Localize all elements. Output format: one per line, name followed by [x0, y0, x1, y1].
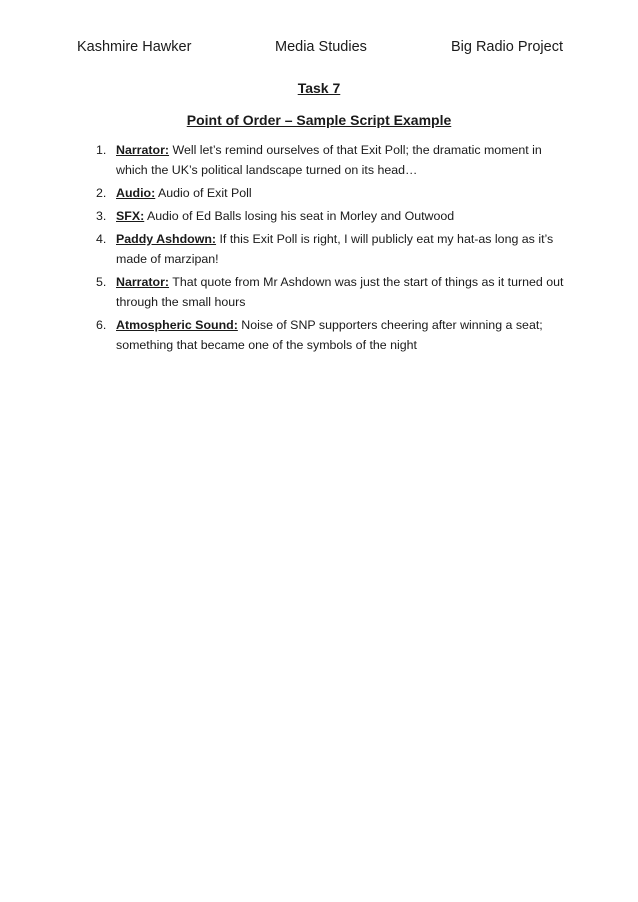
item-number: 6. [96, 318, 107, 332]
script-item [96, 140, 566, 180]
item-speaker: Audio: [116, 186, 156, 200]
item-speaker: Atmospheric Sound: [116, 318, 238, 332]
item-speaker: Narrator: [116, 275, 170, 289]
item-number: 4. [96, 232, 107, 246]
script-item [96, 183, 566, 203]
item-number: 2. [96, 186, 107, 200]
item-text: Well let’s remind ourselves of that Exit Poll; the dramatic moment in which the UK’s political landscape turned on its head… [116, 143, 542, 177]
script-title: Point of Order – Sample Script Example [186, 112, 452, 128]
item-text: Audio of Ed Balls losing his seat in Morley and Outwood [144, 209, 455, 223]
item-text: Audio of Exit Poll [155, 186, 252, 200]
item-speaker: Paddy Ashdown: [116, 232, 217, 246]
item-speaker: SFX: [116, 209, 145, 223]
item-number: 5. [96, 275, 107, 289]
script-item [96, 272, 566, 312]
header-subject: Media Studies [275, 39, 367, 55]
task-title: Task 7 [297, 80, 341, 96]
page-header [77, 37, 563, 57]
item-text: If this Exit Poll is right, I will publicly eat my hat-as long as it’s made of marzipan! [116, 232, 554, 266]
script-item [96, 315, 566, 355]
script-item [96, 229, 566, 269]
item-speaker: Narrator: [116, 143, 170, 157]
item-text: That quote from Mr Ashdown was just the start of things as it turned out through the small hours [116, 275, 564, 309]
script-list [96, 140, 566, 358]
item-text: Noise of SNP supporters cheering after winning a seat; something that became one of the symbols of the night [116, 318, 543, 352]
item-number: 3. [96, 209, 107, 223]
item-number: 1. [96, 143, 107, 157]
header-author: Kashmire Hawker [77, 39, 192, 55]
script-item [96, 206, 566, 226]
header-project: Big Radio Project [450, 39, 563, 55]
